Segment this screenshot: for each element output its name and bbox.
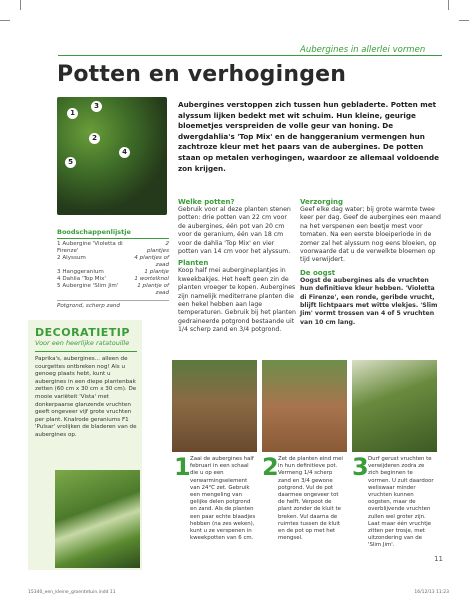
column-middle: [178, 198, 296, 335]
crop-mark: [20, 0, 21, 10]
shopping-row: 5 Aubergine 'Slim Jim' 1 plantje of zaad: [57, 283, 169, 296]
heading-care: Verzorging: [300, 198, 343, 206]
shopping-list: [57, 228, 169, 310]
footer-timestamp: 16/12/13 11:23: [414, 590, 449, 595]
tip-photo: [55, 470, 140, 568]
page-number: 11: [434, 555, 443, 563]
page-title: Potten en verhogingen: [57, 62, 347, 87]
footer-filename: 15340_een_kleine_groentetuin.indd 11: [28, 590, 116, 595]
photo-label: 5: [65, 157, 76, 168]
photo-label: 4: [119, 147, 130, 158]
photo-label: 3: [91, 101, 102, 112]
step-1-number: 1: [174, 453, 191, 481]
tip-text: Paprika's, aubergines... alleen de courgettes ontbreken nog! Als u genoeg plaats hebt, kunt u aubergines in een diepe plantenbak zetten (60 cm x 30 cm x 30 cm). De mooie variëteit 'Vista' met donkerpaarse glanzende vruchten geeft ongeveer vijf grote vruchten per plant. Knalrode geraniums F1 'Pulsar' vrolijken de bladeren van de aubergines op.: [35, 356, 137, 438]
shopping-footer: Potgrond, scherp zand: [57, 303, 120, 309]
step-2-number: 2: [262, 453, 279, 481]
crop-mark: [459, 20, 469, 21]
step-3-number: 3: [352, 453, 369, 481]
shopping-row: 2 Alyssum 4 plantjes of zaad: [57, 255, 169, 268]
heading-harvest: De oogst: [300, 268, 336, 277]
heading-planting: Planten: [178, 259, 209, 268]
step-1-text: Zaai de aubergines half februari in een schaal die u op een verwarmingselement van 24°C zet. Gebruik een mengeling van gelijke delen potgrond en zand. Als de planten een paar echte blaadjes hebben (na zes weken), kunt u ze verspenen in kweekpotten van 6 cm.: [190, 456, 256, 542]
step-3-text: Durf gerust vruchten te verwijderen zodra ze zich beginnen te vormen. U zult daardoor weliswaar minder vruchten kunnen oogsten, maar de overblijvende vruchten zullen wel groter zijn. Laat maar één vruchtje zitten per trosje, met uitzondering van de 'Slim Jim'.: [368, 456, 434, 549]
text-harvest: Oogst de aubergines als de vruchten hun definitieve kleur hebben. 'Violetta di Firenze', een ronde, geribde vrucht, blijft lichtpaars met witte vlekjes. 'Slim Jim' vormt trossen van 4 of 5 vruchten van 10 cm lang.: [300, 276, 438, 326]
shopping-row: 1 Aubergine 'Violetta di Firenze' 2 plantjes: [57, 241, 169, 254]
photo-label: 1: [67, 108, 78, 119]
step-2-photo: [262, 360, 347, 452]
text-pots: Gebruik voor al deze planten stenen potten: drie potten van 22 cm voor de aubergines, één pot van 20 cm voor de geranium, één van 18 cm voor de dahlia 'Top Mix' en vier potten van 14 cm voor het alyssum.: [178, 206, 291, 256]
intro-text: Aubergines verstoppen zich tussen hun gebladerte. Potten met alyssum lijken bedekt met wit schuim. Hun kleine, geurige bloemetjes verspreiden de volle geur van honing. De dwergdahlia's 'Top Mix' en de hanggeranium vermengen hun zachtroze kleur met het paars van de aubergines. De potten staan op metalen verhogingen, waardoor ze allemaal voldoende zon krijgen.: [178, 100, 439, 173]
crop-mark: [448, 0, 449, 10]
step-2-text: Zet de planten eind mei in hun definitieve pot. Vermeng 1/4 scherp zand en 3/4 gewone potgrond. Vul de pot daarmee ongeveer tot de helft. Verpoot de plant zonder de kluit te breken. Vul daarna de ruimtes tussen de kluit en de pot op met het mengsel.: [278, 456, 343, 542]
shopping-title: Boodschappenlijstje: [57, 228, 131, 236]
main-photo: [57, 97, 167, 215]
tip-subtitle: Voor een heerlijke ratatouille: [35, 339, 130, 347]
step-1-photo: [172, 360, 257, 452]
photo-label: 2: [89, 133, 100, 144]
text-care: Geef elke dag water; bij grote warmte twee keer per dag. Geef de aubergines een maand na het verspenen een beetje mest voor tomaten. Na een eerste bloeiperiode in de zomer zal het alyssum nog eens bloeien, op voorwaarde dat u de verwelkte bloemen op tijd verwijdert.: [300, 206, 441, 264]
shopping-row: 3 Hanggeranium 1 plantje: [57, 269, 169, 275]
heading-pots: Welke potten?: [178, 198, 235, 206]
crop-mark: [0, 20, 10, 21]
text-planting: Koop half mei aubergineplantjes in kweekbakjes. Het heeft geen zin de planten vroeger te kopen. Aubergines zijn namelijk mediterrane planten die een hekel hebben aan lage temperaturen. Gebruik bij het planten gedraineerde potgrond bestaande uit 1/4 scherp zand en 3/4 potgrond.: [178, 267, 296, 334]
header-rule: [58, 55, 442, 56]
shopping-row: 4 Dahlia 'Top Mix' 1 wortelknol: [57, 276, 169, 282]
section-header: Aubergines in allerlei vormen: [300, 45, 426, 55]
step-3-photo: [352, 360, 437, 452]
column-right: [300, 198, 442, 327]
tip-title: DECORATIETIP: [35, 326, 130, 339]
